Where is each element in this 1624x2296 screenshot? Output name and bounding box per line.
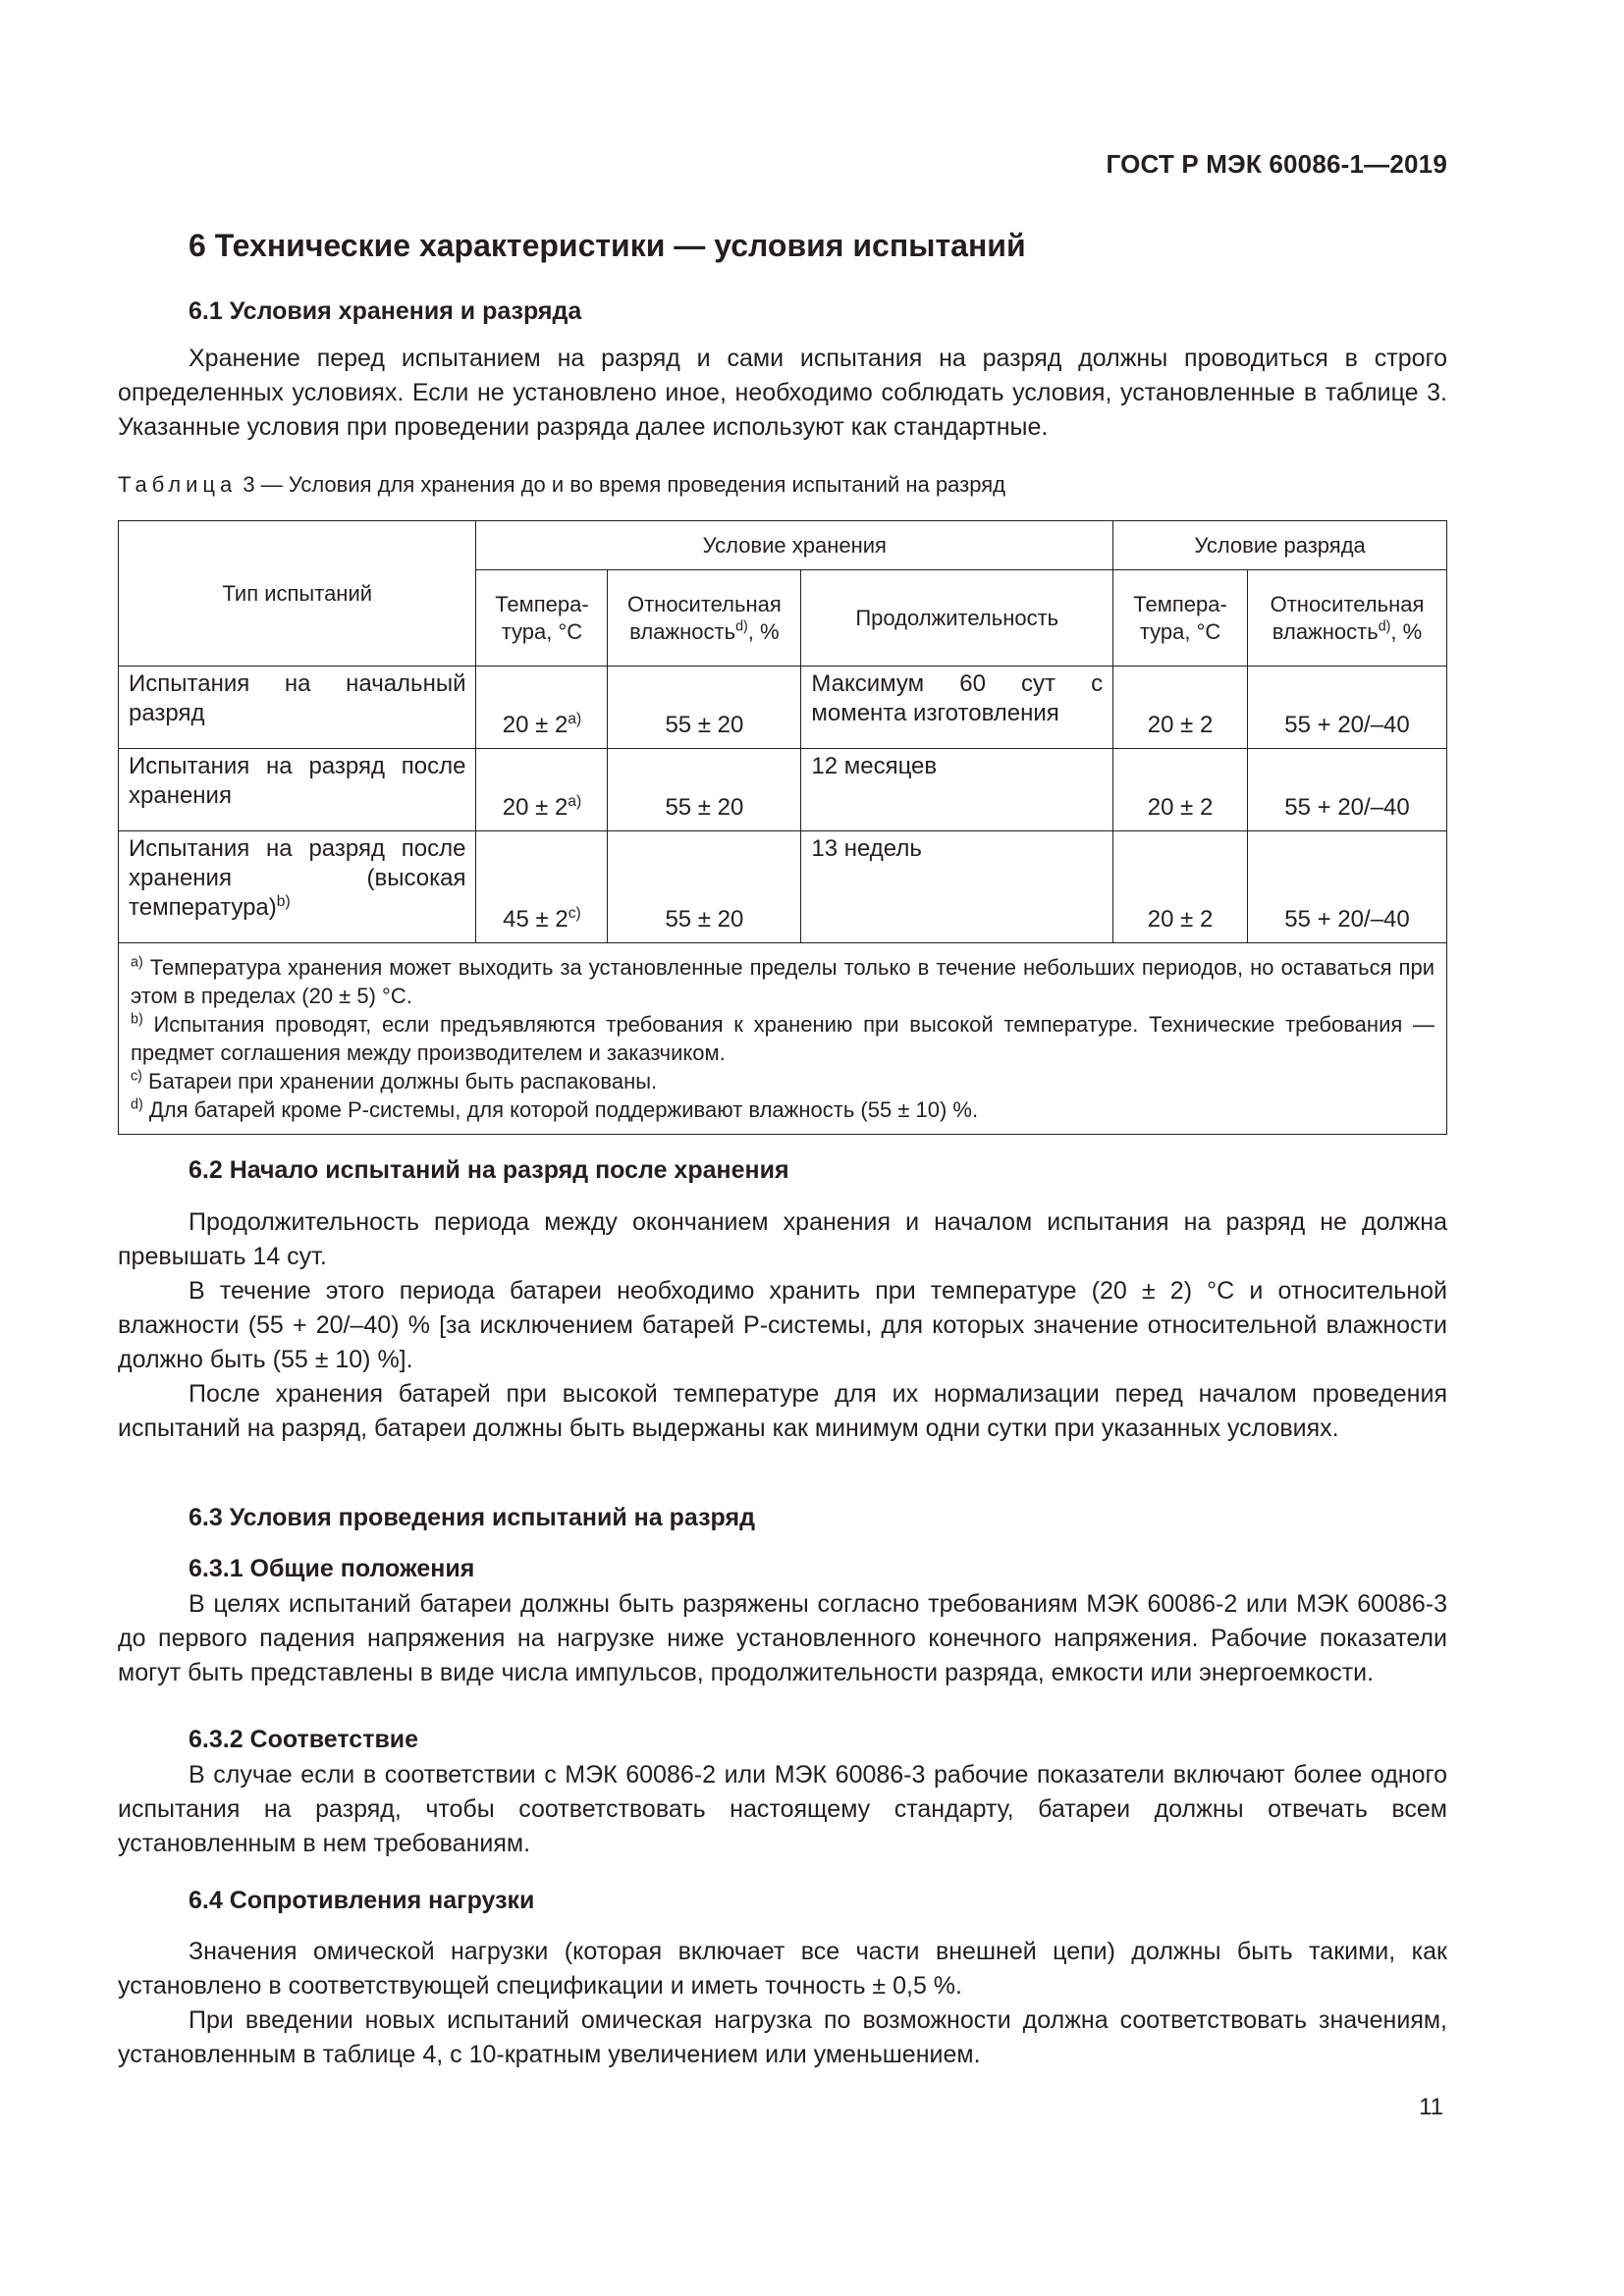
cell-discharge-humidity: 55 + 20/–40	[1248, 831, 1447, 943]
table-3-caption-prefix: Таблица	[118, 472, 238, 497]
document-id-header: ГОСТ Р МЭК 60086-1—2019	[1106, 149, 1447, 179]
cell-discharge-temperature: 20 ± 2	[1113, 831, 1248, 943]
section-6-3-1-title: 6.3.1 Общие положения	[189, 1555, 475, 1582]
table-header-group-row	[119, 521, 1447, 570]
section-6-2-title: 6.2 Начало испытаний на разряд после хранения	[189, 1156, 789, 1184]
table-note-d: $^{d)}$ Для батарей кроме Р-системы, для которой поддерживают влажность (55 ± 10) %.	[131, 1096, 979, 1122]
header-storage-duration: Продолжительность	[801, 570, 1113, 667]
cell-storage-temperature: $20 \pm 2^{a)}$	[476, 749, 608, 831]
header-test-type: Тип испытаний	[119, 521, 476, 667]
table-3-caption-text: 3 — Условия для хранения до и во время проведения испытаний на разряд	[237, 472, 1005, 497]
section-6-3-title: 6.3 Условия проведения испытаний на разряд	[189, 1504, 755, 1531]
cell-discharge-humidity: 55 + 20/–40	[1248, 749, 1447, 831]
cell-storage-temperature: $20 \pm 2^{a)}$	[476, 667, 608, 749]
cell-storage-duration: 12 месяцев	[801, 749, 1113, 831]
header-discharge-condition: Условие разряда	[1113, 521, 1447, 570]
header-discharge-temperature: Темпера- тура, °С	[1113, 570, 1248, 667]
table-row	[119, 749, 1447, 831]
header-discharge-humidity: Относительная влажность$^{d)}$, %	[1248, 570, 1447, 667]
table-3	[118, 520, 1447, 1135]
section-6-title: 6 Технические характеристики — условия испытаний	[189, 228, 1026, 263]
document-page	[118, 0, 1447, 2296]
cell-discharge-temperature: 20 ± 2	[1113, 667, 1248, 749]
section-6-2-paragraph-1: Продолжительность периода между окончанием хранения и началом испытания на разряд не должна превышать 14 сут.	[118, 1208, 1447, 1270]
cell-storage-humidity: 55 ± 20	[608, 667, 801, 749]
table-3-caption	[118, 472, 1005, 498]
cell-discharge-humidity: 55 + 20/–40	[1248, 667, 1447, 749]
table-row	[119, 667, 1447, 749]
section-6-4-paragraph-1: Значения омической нагрузки (которая включает все части внешней цепи) должны быть такими, как установлено в соответствующей спецификации и иметь точность ± 0,5 %.	[118, 1938, 1447, 2000]
table-note-c: $^{c)}$ Батареи при хранении должны быть распакованы.	[131, 1068, 658, 1094]
header-storage-humidity: Относительная влажность$^{d)}$, %	[608, 570, 801, 667]
table-note-b: $^{b)}$ Испытания проводят, если предъявляются требования к хранению при высокой температуре. Технические требования — предмет соглашения между производителем и заказчиком.	[131, 1011, 1435, 1065]
section-6-2-paragraph-3: После хранения батарей при высокой температуре для их нормализации перед началом проведения испытаний на разряд, батареи должны быть выдержаны как минимум одни сутки при указанных условиях.	[118, 1380, 1447, 1442]
section-6-4-title: 6.4 Сопротивления нагрузки	[189, 1887, 535, 1914]
cell-test-type: Испытания на разряд после хранения (высокая температура)$^{b)}$	[119, 831, 476, 943]
table-row	[119, 831, 1447, 943]
cell-storage-temperature: $45 \pm 2^{c)}$	[476, 831, 608, 943]
header-storage-condition: Условие хранения	[476, 521, 1113, 570]
cell-storage-humidity: 55 ± 20	[608, 749, 801, 831]
cell-test-type: Испытания на разряд после хранения	[119, 749, 476, 831]
section-6-2-paragraph-2: В течение этого периода батареи необходимо хранить при температуре (20 ± 2) °С и относительной влажности (55 + 20/–40) % [за исключением батарей Р-системы, для которых значение относительной влажности должно быть (55 ± 10) %].	[118, 1277, 1447, 1373]
page-number: 11	[1419, 2094, 1443, 2120]
section-6-3-1-paragraph: В целях испытаний батареи должны быть разряжены согласно требованиям МЭК 60086-2 или МЭК 60086-3 до первого падения напряжения на нагрузке ниже установленного конечного напряжения. Рабочие показатели могут быть представлены в виде числа импульсов, продолжительности разряда, емкости или энергоемкости.	[118, 1590, 1447, 1686]
section-6-1-title: 6.1 Условия хранения и разряда	[189, 297, 582, 325]
section-6-1-paragraph: Хранение перед испытанием на разряд и сами испытания на разряд должны проводиться в строго определенных условиях. Если не установлено иное, необходимо соблюдать условия, установленные в таблице 3. Указанные условия при проведении разряда далее используют как стандартные.	[118, 345, 1447, 441]
section-6-3-2-title: 6.3.2 Соответствие	[189, 1726, 419, 1753]
section-6-4-paragraph-2: При введении новых испытаний омическая нагрузка по возможности должна соответствовать значениям, установленным в таблице 4, с 10-кратным увеличением или уменьшением.	[118, 2006, 1447, 2068]
cell-discharge-temperature: 20 ± 2	[1113, 749, 1248, 831]
cell-storage-duration: 13 недель	[801, 831, 1113, 943]
cell-storage-humidity: 55 ± 20	[608, 831, 801, 943]
header-storage-temperature: Темпера- тура, °С	[476, 570, 608, 667]
section-6-3-2-paragraph: В случае если в соответствии с МЭК 60086-2 или МЭК 60086-3 рабочие показатели включают более одного испытания на разряд, чтобы соответствовать настоящему стандарту, батареи должны отвечать всем установленным в нем требованиям.	[118, 1761, 1447, 1857]
table-notes	[119, 943, 1447, 1135]
table-note-a: $^{a)}$ Температура хранения может выходить за установленные пределы только в течение небольших периодов, но оставаться при этом в пределах (20 ± 5) °С.	[131, 954, 1435, 1008]
cell-storage-duration: Максимум 60 сут с момента изготовления	[801, 667, 1113, 749]
cell-test-type: Испытания на начальный разряд	[119, 667, 476, 749]
table-notes-row	[119, 943, 1447, 1135]
